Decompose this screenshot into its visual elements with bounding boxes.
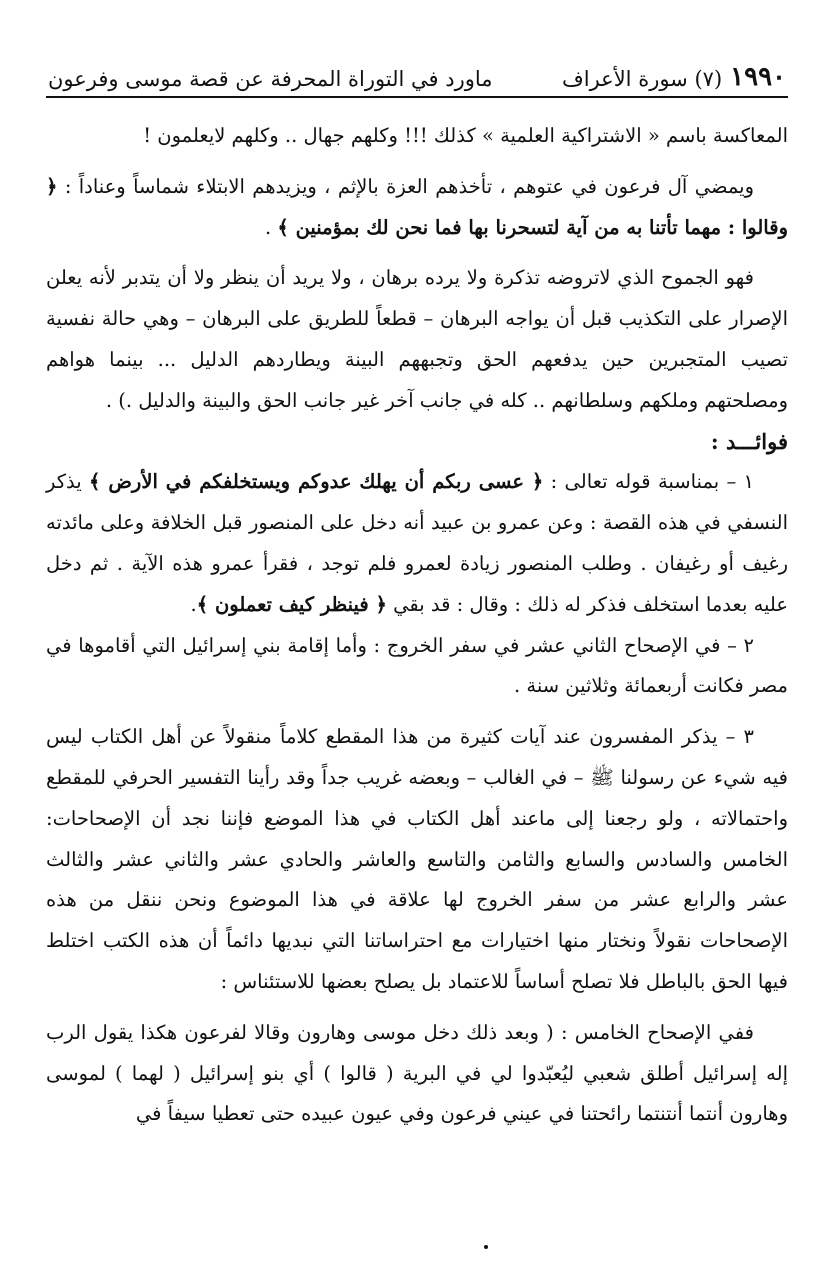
paragraph-4: ففي الإصحاح الخامس : ( وبعد ذلك دخل موسى وهارون وقالا لفرعون هكذا يقول الرب إله إسرائيل أطلق شعبي ليُعبّدوا لي في البرية ( قالوا ) أي بنو إسرائيل ( لهما ) لموسى وهارون أنتما أنتنتما رائحتنا في عيني فرعون وفي عيون عبيده حتى تعطيا سيفاً في	[46, 1020, 788, 1126]
header-rule	[46, 96, 788, 98]
note-1-end: .	[190, 592, 197, 616]
quran-verse: ﴿ فينظر كيف تعملون ﴾	[196, 592, 387, 616]
paragraph-1: المعاكسة باسم « الاشتراكية العلمية » كذلك !!! وكلهم جهال .. وكلهم لايعلمون !	[143, 124, 788, 147]
paragraph-2-end: .	[264, 215, 278, 239]
quran-verse: ﴿ عسى ربكم أن يهلك عدوكم ويستخلفكم في الأرض ﴾	[89, 470, 544, 494]
page-body	[46, 116, 788, 1135]
paragraph-3: فهو الجموح الذي لاتروضه تذكرة ولا يرده برهان ، ولا يريد أن ينظر ولا أن يتدبر لأنه يعلن الإصرار على التكذيب قبل أن يواجه البرهان – قطعاً للطريق على البرهان – وهي حالة نفسية تصيب المتجبرين حين يدفعهم الحق وتجبههم البينة ويطاردهم الدليل ... بينما هواهم ومصلحتهم وملكهم وسلطانهم .. كله في جانب آخر غير جانب الحق والبينة والدليل .) .	[46, 266, 788, 412]
page-mark	[484, 1245, 488, 1249]
note-1-text: يذكر النسفي في هذه القصة : وعن عمرو بن عبيد أنه دخل على المنصور قبل الخلافة وعلى مائدته رغيف أو رغيفان . وطلب المنصور زيادة لعمرو فلم توجد ، فقرأ عمرو هذه الآية . ثم دخل عليه بعدما استخلف فذكر له ذلك : وقال : قد بقي	[46, 470, 788, 616]
sura-label: (٧) سورة الأعراف	[561, 67, 723, 91]
paragraph-2	[46, 167, 788, 249]
running-header	[48, 58, 786, 90]
paragraph-2-text: ويمضي آل فرعون في عتوهم ، تأخذهم العزة بالإثم ، ويزيدهم الابتلاء شماساً وعناداً :	[64, 174, 754, 198]
note-2: ٢ – في الإصحاح الثاني عشر في سفر الخروج : وأما إقامة بني إسرائيل التي أقاموها في مصر فكانت أربعمائة وثلاثين سنة .	[46, 633, 788, 698]
section-topic: ماورد في التوراة المحرفة عن قصة موسى وفرعون	[48, 67, 493, 91]
note-1	[46, 462, 788, 625]
quran-verse: ﴿ وقالوا : مهما تأتنا به من آية لتسحرنا بها فما نحن لك بمؤمنين ﴾	[46, 174, 788, 239]
page-number: ١٩٩٠	[730, 62, 786, 92]
section-heading: فوائـــد :	[710, 428, 788, 454]
note-3: ٣ – يذكر المفسرون عند آيات كثيرة من هذا المقطع كلاماً منقولاً عن أهل الكتاب ليس فيه شيء عن رسولنا ﷺ – في الغالب – وبعضه غريب جداً وقد رأينا التفسير الحرفي للمقطع واحتمالاته ، ولو رجعنا إلى ماعند أهل الكتاب في هذا الموضع فإننا نجد أن الإصحاحات: الخامس والسادس والسابع والثامن والتاسع والعاشر والحادي عشر والثاني عشر والثالث عشر والرابع عشر من سفر الخروج لها علاقة في هذا الموضوع ونحن ننقل من هذه الإصحاحات نقولاً ونختار منها اختيارات مع احتراساتنا التي نبديها دائماً أن هذه الكتب اختلط فيها الحق بالباطل فلا تصلح أساساً للاعتماد بل يصلح بعضها للاستئناس :	[46, 725, 788, 993]
note-1-intro: ١ – بمناسبة قوله تعالى :	[550, 470, 755, 494]
